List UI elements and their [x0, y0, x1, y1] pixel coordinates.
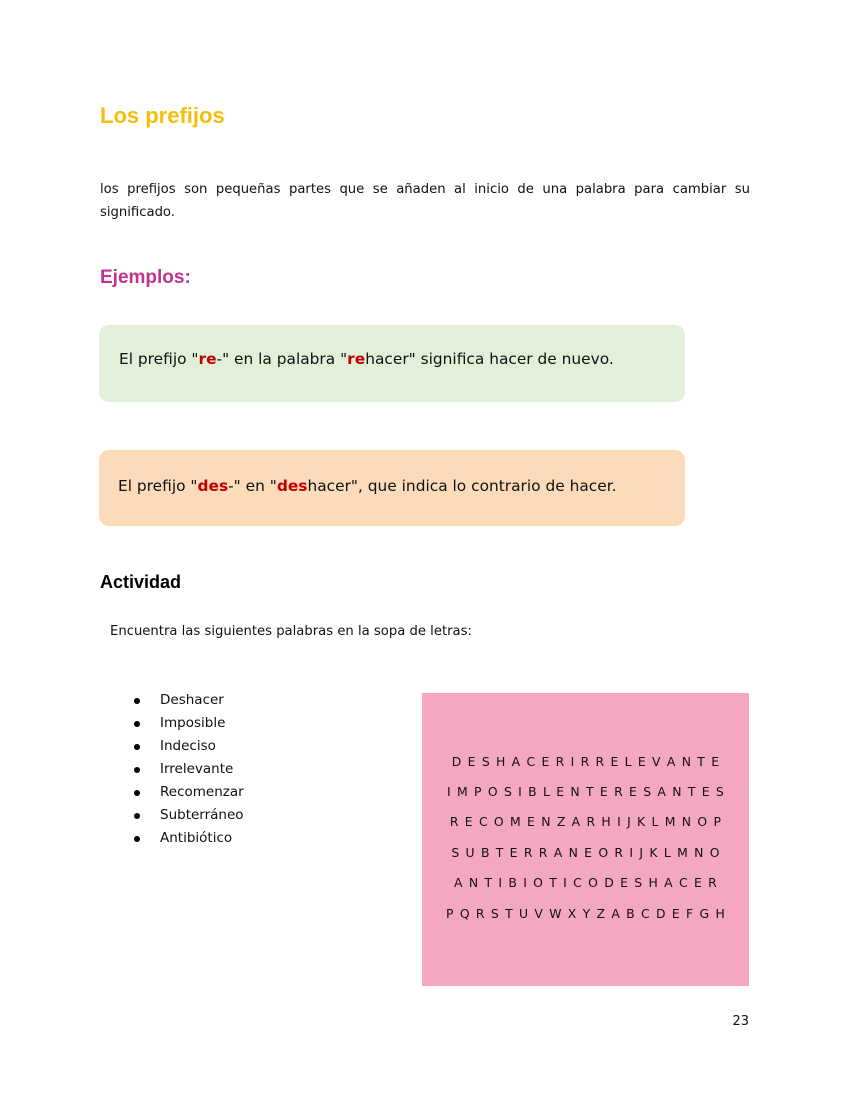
list-item	[134, 712, 244, 735]
puzzle-row: R E C O M E N Z A R H I J K L M N O P	[449, 814, 722, 830]
word-label: Antibiótico	[160, 830, 233, 846]
example-text: hacer" significa hacer de nuevo.	[365, 350, 614, 368]
puzzle-row: A N T I B I O T I C O D E S H A C E R	[454, 875, 717, 891]
word-list	[134, 689, 244, 850]
list-item	[134, 781, 244, 804]
list-item	[134, 827, 244, 850]
prefix-highlight: des	[197, 477, 229, 495]
example-text: El prefijo "	[119, 350, 199, 368]
word-search-rows	[422, 746, 749, 928]
puzzle-row: D E S H A C E R I R R E L E V A N T E	[451, 753, 720, 769]
intro-paragraph: los prefijos son pequeñas partes que se añaden al inicio de una palabra para cambiar su significado.	[100, 182, 750, 220]
puzzle-row: P Q R S T U V W X Y Z A B C D E F G H	[446, 905, 725, 921]
example-text: -" en la palabra "	[216, 350, 348, 368]
bullet-icon	[134, 721, 140, 727]
word-label: Subterráneo	[160, 807, 244, 823]
list-item	[134, 804, 244, 827]
bullet-icon	[134, 744, 140, 750]
examples-heading: Ejemplos:	[100, 267, 191, 288]
puzzle-row: I M P O S I B L E N T E R E S A N T E S	[447, 784, 724, 800]
page-number: 23	[732, 1014, 749, 1029]
prefix-highlight: des	[276, 477, 308, 495]
bullet-icon	[134, 698, 140, 704]
word-search-grid	[422, 693, 749, 986]
example-text: -" en "	[228, 477, 277, 495]
bullet-icon	[134, 767, 140, 773]
list-item	[134, 689, 244, 712]
puzzle-row: S U B T E R R A N E O R I J K L M N O	[451, 844, 720, 860]
example-text: hacer", que indica lo contrario de hacer.	[307, 477, 617, 495]
list-item	[134, 735, 244, 758]
prefix-highlight: re	[347, 350, 366, 368]
bullet-icon	[134, 836, 140, 842]
word-label: Imposible	[160, 715, 226, 731]
bullet-icon	[134, 790, 140, 796]
example-box-des	[99, 450, 685, 526]
bullet-icon	[134, 813, 140, 819]
list-item	[134, 758, 244, 781]
word-label: Irrelevante	[160, 761, 234, 777]
word-label: Deshacer	[160, 692, 224, 708]
word-label: Recomenzar	[160, 784, 244, 800]
activity-heading: Actividad	[100, 572, 182, 592]
activity-instruction: Encuentra las siguientes palabras en la sopa de letras:	[110, 624, 472, 639]
example-box-re	[99, 325, 685, 402]
page-title: Los prefijos	[100, 103, 225, 128]
word-label: Indeciso	[160, 738, 216, 754]
example-text: El prefijo "	[118, 477, 198, 495]
prefix-highlight: re	[198, 350, 217, 368]
